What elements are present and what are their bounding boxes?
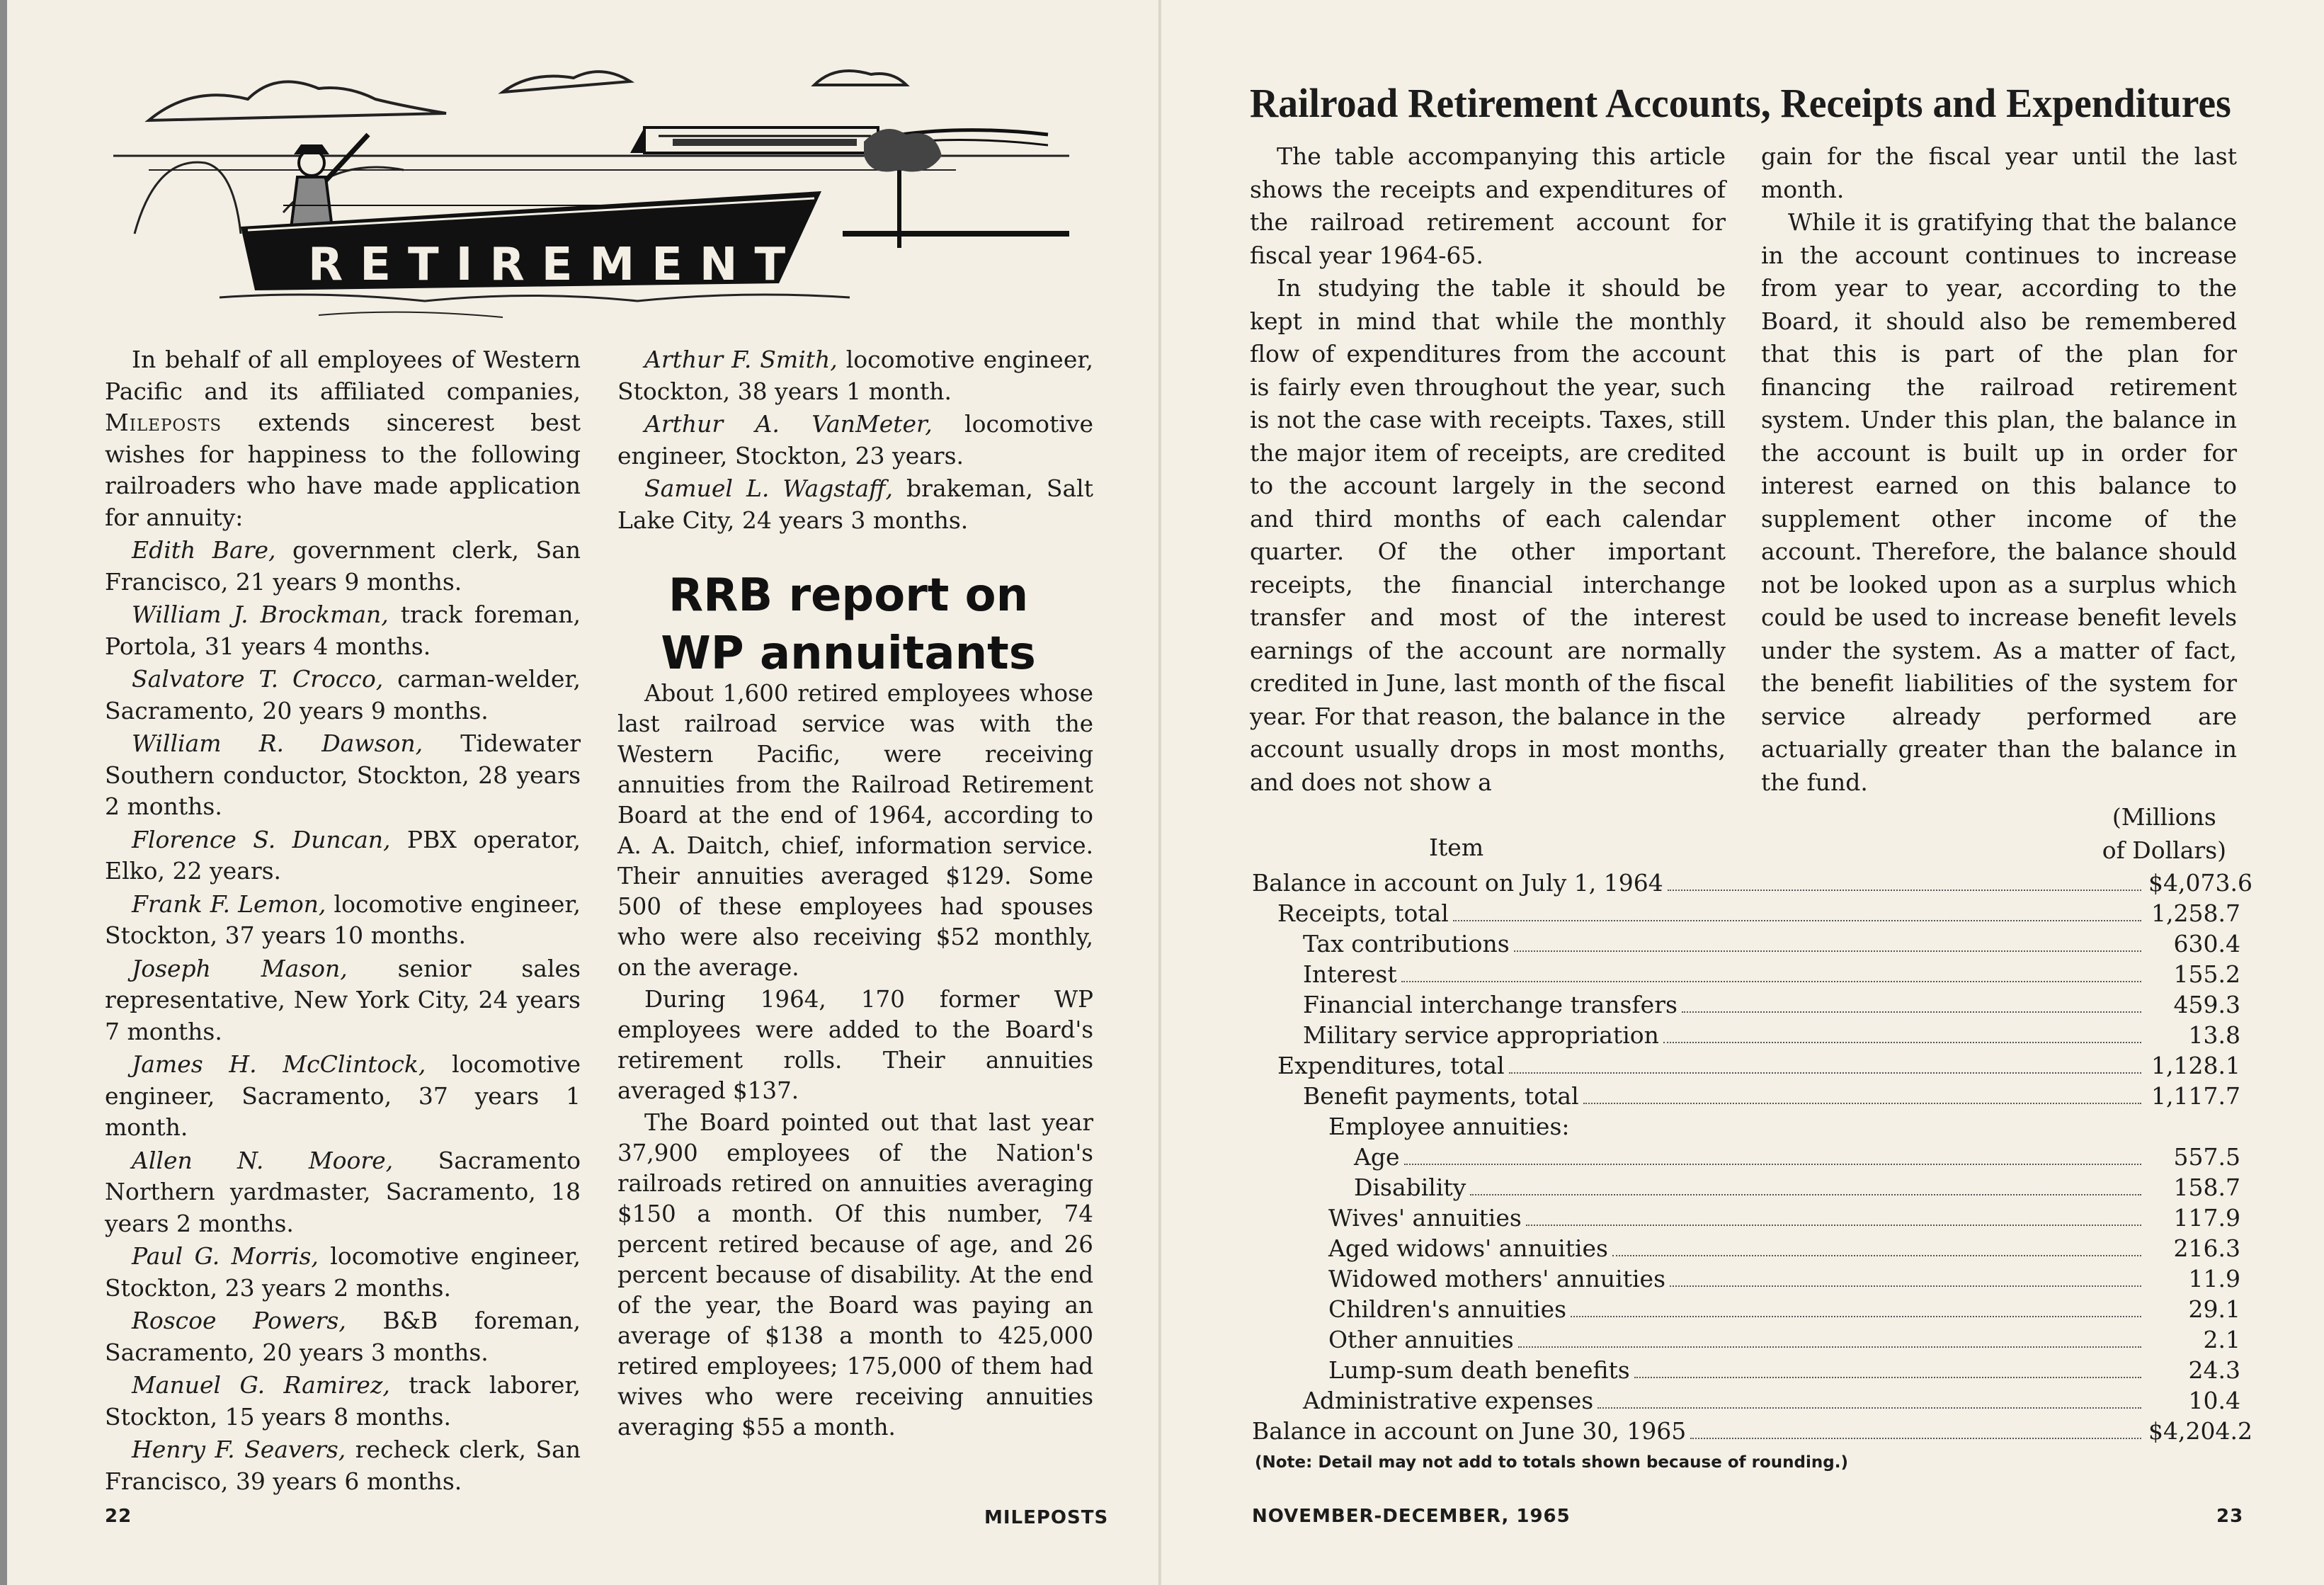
table-row	[1252, 1020, 2240, 1050]
article-paragraph: The table accompanying this article shows the receipts and expenditures of the railroad retirement account for fiscal year 1964-65.	[1250, 142, 1726, 269]
row-value: 459.3	[2173, 991, 2240, 1018]
table-header	[1252, 800, 2240, 868]
article-column-2	[1761, 140, 2237, 799]
accounts-table	[1252, 800, 2252, 1446]
mileposts-smallcaps: Mileposts	[105, 409, 222, 436]
article-headline	[629, 567, 1068, 683]
dot-leader	[1597, 1407, 2141, 1409]
row-label: Children's annuities	[1328, 1295, 1567, 1323]
retiree-entry	[105, 1049, 581, 1144]
retiree-detail: brakeman, Salt Lake City, 24 years 3 months.	[617, 475, 1093, 534]
retiree-detail: Tidewater Southern conductor, Stockton, 28 years 2 months.	[105, 729, 581, 820]
retiree-entry	[105, 1370, 581, 1433]
retiree-entry	[105, 1241, 581, 1304]
row-value: 1,258.7	[2151, 899, 2240, 927]
dot-leader	[1509, 1072, 2141, 1074]
table-row	[1252, 1324, 2240, 1355]
footer-publication-title: MILEPOSTS	[984, 1507, 1109, 1528]
table-row	[1252, 989, 2240, 1020]
dot-leader	[1514, 950, 2141, 952]
units-line-1: (Millions	[2112, 803, 2216, 831]
retiree-name: Arthur A. VanMeter,	[644, 410, 933, 438]
row-value: 24.3	[2188, 1356, 2240, 1384]
row-label: Balance in account on July 1, 1964	[1252, 869, 1663, 897]
retiree-detail: locomotive engineer, Stockton, 23 years 2 months.	[105, 1242, 581, 1302]
dot-leader	[1668, 889, 2141, 891]
row-value: 630.4	[2173, 930, 2240, 958]
dot-leader	[1571, 1315, 2141, 1317]
retiree-name: Joseph Mason,	[132, 954, 348, 982]
table-row	[1252, 1294, 2240, 1324]
footer-issue-date: NOVEMBER-DECEMBER, 1965	[1252, 1506, 1571, 1527]
dot-leader	[1670, 1285, 2141, 1287]
intro-paragraph	[105, 344, 581, 533]
retiree-entry	[105, 953, 581, 1048]
row-label: Interest	[1303, 960, 1397, 988]
table-row	[1252, 1263, 2240, 1294]
article-paragraph: While it is gratifying that the balance in the account continues to increase from year to year, according to the Board, it should also be remembered that this is part of the plan for financing the railroad retirement system. Under this plan, the balance in the account is built up in order for interest earned on this balance to supplement other income of the account. Therefore, the balance should not be looked upon as a surplus which could be used to increase benefit levels under the system. As a matter of fact, the benefit liabilities of the system for service already performed are actuarially greater than the balance in the fund.	[1761, 208, 2237, 796]
retiree-entry	[617, 473, 1093, 536]
dot-leader	[1470, 1193, 2141, 1195]
table-row	[1252, 1385, 2240, 1416]
retiree-entry	[105, 599, 581, 662]
row-label: Expenditures, total	[1277, 1052, 1505, 1079]
retiree-name: Arthur F. Smith,	[644, 346, 838, 373]
retiree-name: William J. Brockman,	[132, 601, 389, 628]
dot-leader	[1404, 1163, 2142, 1165]
intro-text-1: In behalf of all employees of Western Pacific and its affiliated companies,	[105, 346, 581, 405]
page-number-left: 22	[105, 1506, 132, 1527]
retiree-name: William R. Dawson,	[132, 729, 423, 757]
article-title: Railroad Retirement Accounts, Receipts and Expenditures	[1250, 80, 2231, 126]
dot-leader	[1453, 919, 2141, 921]
table-row	[1252, 1050, 2240, 1081]
page-number-right: 23	[2216, 1506, 2244, 1527]
retiree-entry	[105, 728, 581, 823]
dot-leader	[1526, 1224, 2141, 1226]
row-value: 158.7	[2173, 1174, 2240, 1201]
headline-line-2: WP annuitants	[661, 627, 1036, 680]
column-header-units	[2102, 800, 2226, 867]
retiree-entry	[105, 889, 581, 952]
row-value: $4,073.6	[2148, 869, 2252, 897]
table-row	[1252, 868, 2252, 898]
article-body	[617, 678, 1093, 1444]
row-label: Disability	[1354, 1174, 1466, 1201]
table-row	[1252, 1416, 2252, 1446]
row-value: 29.1	[2188, 1295, 2240, 1323]
units-line-2: of Dollars)	[2102, 836, 2226, 864]
retiree-name: Florence S. Duncan,	[132, 825, 391, 853]
retiree-name: Allen N. Moore,	[132, 1146, 394, 1174]
left-page	[0, 0, 1161, 1585]
dot-leader	[1612, 1254, 2141, 1256]
table-row	[1252, 1172, 2240, 1203]
article-paragraph: About 1,600 retired employees whose last railroad service was with the Western Pacific, were receiving annuities from the Railroad Retirement Board at the end of 1964, according to A. A. Daitch, chief, information service. Their annuities averaged $129. Some 500 of these employees had spouses who were also receiving $52 monthly, on the average.	[617, 680, 1093, 981]
row-value: 557.5	[2173, 1143, 2240, 1171]
retiree-entry	[617, 409, 1093, 472]
retiree-detail: carman-welder, Sacramento, 20 years 9 months.	[105, 665, 581, 725]
retiree-entry	[105, 824, 581, 887]
row-label: Lump-sum death benefits	[1328, 1356, 1630, 1384]
row-label: Benefit payments, total	[1303, 1082, 1579, 1110]
retiree-detail: government clerk, San Francisco, 21 years 9 months.	[105, 536, 581, 596]
right-page	[1161, 0, 2324, 1585]
row-value: 2.1	[2203, 1326, 2240, 1353]
intro-text-2: extends sincerest best wishes for happiness to the following railroaders who have made application for annuity:	[105, 409, 581, 531]
retiree-detail: locomotive engineer, Stockton, 37 years 10 months.	[105, 890, 581, 949]
binding-edge	[0, 0, 7, 1585]
retiree-name: Samuel L. Wagstaff,	[644, 475, 893, 502]
retiree-entry	[105, 1434, 581, 1497]
retiree-detail: Sacramento Northern yardmaster, Sacramento, 18 years 2 months.	[105, 1146, 581, 1237]
retiree-detail: PBX operator, Elko, 22 years.	[105, 825, 581, 885]
retiree-detail: locomotive engineer, Stockton, 23 years.	[617, 410, 1093, 470]
row-value: 216.3	[2173, 1234, 2240, 1262]
row-label: Employee annuities:	[1328, 1113, 1570, 1140]
row-label: Other annuities	[1328, 1326, 1514, 1353]
retiree-detail: track foreman, Portola, 31 years 4 months.	[105, 601, 581, 660]
retiree-name: Henry F. Seavers,	[132, 1436, 346, 1463]
table-row	[1252, 1233, 2240, 1263]
retiree-name: Paul G. Morris,	[132, 1242, 319, 1270]
table-row	[1252, 1081, 2240, 1111]
retirees-column-1	[105, 344, 581, 1499]
headline-line-1: RRB report on	[668, 569, 1029, 622]
table-row	[1252, 898, 2240, 928]
retiree-detail: track laborer, Stockton, 15 years 8 months.	[105, 1371, 581, 1431]
retirement-banner-illustration	[106, 57, 1105, 333]
row-label: Receipts, total	[1277, 899, 1449, 927]
retiree-entry	[617, 344, 1093, 407]
retiree-entry	[105, 1145, 581, 1240]
retiree-entry	[105, 664, 581, 727]
row-value: 13.8	[2188, 1021, 2240, 1049]
row-label: Tax contributions	[1303, 930, 1510, 958]
retiree-detail: locomotive engineer, Stockton, 38 years 1 month.	[617, 346, 1093, 405]
row-value: 10.4	[2188, 1387, 2240, 1414]
retiree-detail: B&B foreman, Sacramento, 20 years 3 months.	[105, 1307, 581, 1366]
retiree-entry	[105, 1305, 581, 1368]
row-value: 1,128.1	[2151, 1052, 2240, 1079]
dot-leader	[1401, 980, 2141, 982]
dot-leader	[1690, 1437, 2141, 1439]
row-label: Balance in account on June 30, 1965	[1252, 1417, 1687, 1445]
table-row	[1252, 1355, 2240, 1385]
row-label: Wives' annuities	[1328, 1204, 1522, 1232]
dot-leader	[1682, 1011, 2141, 1013]
retiree-detail: locomotive engineer, Sacramento, 37 years 1 month.	[105, 1050, 581, 1141]
column-header-item: Item	[1429, 834, 1484, 861]
table-row	[1252, 959, 2240, 989]
retiree-name: Manuel G. Ramirez,	[132, 1371, 390, 1399]
table-row	[1252, 1203, 2240, 1233]
article-column-1	[1250, 140, 1726, 799]
dot-leader	[1663, 1041, 2141, 1043]
retiree-detail: senior sales representative, New York City, 24 years 7 months.	[105, 954, 581, 1045]
dot-leader	[1518, 1346, 2141, 1348]
retiree-name: Salvatore T. Crocco,	[132, 665, 384, 693]
row-label: Widowed mothers' annuities	[1328, 1265, 1666, 1293]
row-label: Age	[1354, 1143, 1400, 1171]
retiree-name: Frank F. Lemon,	[132, 890, 326, 918]
article-paragraph: During 1964, 170 former WP employees were added to the Board's retirement rolls. Their annuities averaged $137.	[617, 986, 1093, 1104]
row-value: 117.9	[2173, 1204, 2240, 1232]
row-value: $4,204.2	[2148, 1417, 2252, 1445]
dot-leader	[1583, 1102, 2141, 1104]
dot-leader	[1634, 1376, 2141, 1378]
table-note: (Note: Detail may not add to totals shown because of rounding.)	[1255, 1453, 1848, 1472]
row-label: Military service appropriation	[1303, 1021, 1659, 1049]
retiree-entry	[105, 535, 581, 598]
retirees-column-2	[617, 344, 1093, 538]
banner-word: RETIREMENT	[308, 239, 803, 291]
row-value: 1,117.7	[2151, 1082, 2240, 1110]
table-row	[1252, 928, 2240, 959]
dot-leader	[1574, 1134, 2141, 1135]
row-label: Aged widows' annuities	[1328, 1234, 1608, 1262]
row-label: Financial interchange transfers	[1303, 991, 1678, 1018]
train-drawing	[630, 127, 1048, 153]
retiree-name: Roscoe Powers,	[132, 1307, 346, 1334]
retiree-detail: recheck clerk, San Francisco, 39 years 6 months.	[105, 1436, 581, 1495]
article-paragraph: In studying the table it should be kept in mind that while the monthly flow of expenditures from the account is fairly even throughout the year, such is not the case with receipts. Taxes, still the major item of receipts, are credited to the account largely in the second and third months of each calendar quarter. Of the other important receipts, the financial interchange transfer and most of the interest earnings of the account are normally credited in June, last month of the fiscal year. For that reason, the balance in the account usually drops in most months, and does not show a	[1250, 274, 1726, 796]
table-row	[1252, 1111, 2240, 1142]
retiree-name: James H. McClintock,	[132, 1050, 426, 1078]
retiree-name: Edith Bare,	[132, 536, 276, 564]
row-value: 155.2	[2173, 960, 2240, 988]
row-label: Administrative expenses	[1303, 1387, 1594, 1414]
tree-drawing	[864, 129, 942, 248]
table-row	[1252, 1142, 2240, 1172]
article-paragraph: The Board pointed out that last year 37,900 employees of the Nation's railroads retired on annuities averaging $150 a month. Of this number, 74 percent retired because of age, and 26 percent because of disability. At the end of the year, the Board was paying an average of $138 a month to 425,000 retired employees; 175,000 of them had wives who were receiving annuities averaging $55 a month.	[617, 1109, 1093, 1441]
article-paragraph: gain for the fiscal year until the last month.	[1761, 142, 2237, 203]
row-value: 11.9	[2188, 1265, 2240, 1293]
table-body	[1252, 868, 2252, 1446]
